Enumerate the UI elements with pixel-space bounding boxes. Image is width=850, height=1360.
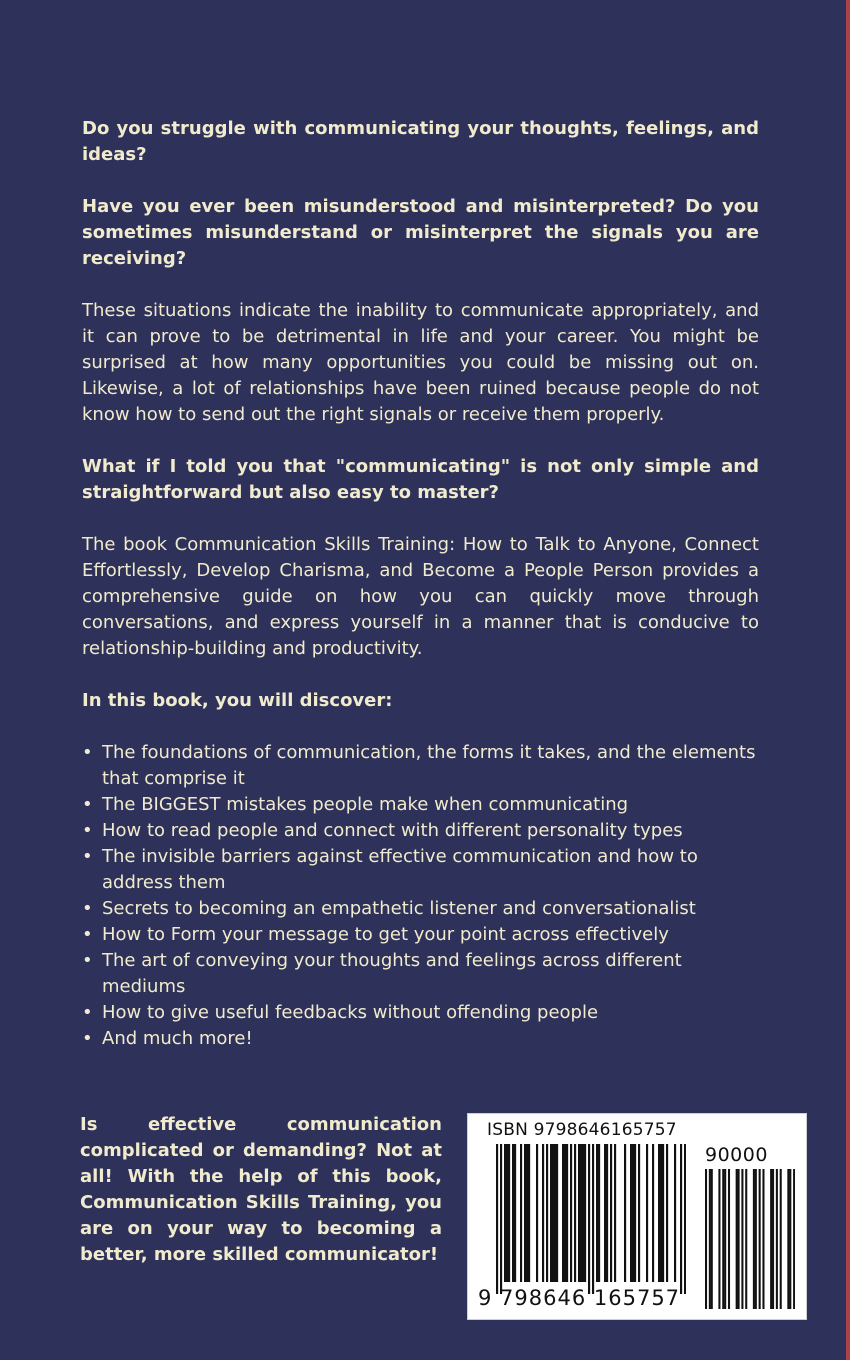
price-barcode-bar [787,1169,789,1309]
price-barcode-bar [711,1169,713,1309]
price-barcode-bar [772,1169,774,1309]
isbn-label: ISBN 9798646165757 [487,1120,677,1140]
barcode-bar [584,1144,586,1282]
barcode-bar [604,1144,606,1282]
barcode-bar [666,1144,668,1282]
barcode-bar [504,1144,506,1282]
list-item [82,792,759,818]
price-barcode-bar [780,1169,782,1309]
bullet-icon: • [82,1028,93,1049]
price-barcode-bar [755,1169,757,1309]
price-barcode-bar [709,1169,711,1309]
barcode-bar [524,1144,526,1282]
intro-question-1: Do you struggle with communicating your thoughts, feelings, and ideas? [82,118,759,165]
list-item [82,844,759,896]
price-barcode-bar [762,1169,764,1309]
list-item-text: How to give useful feedbacks without offending people [102,1002,599,1023]
list-item [82,896,759,922]
book-description-paragraph: The book Communication Skills Training: How to Talk to Anyone, Connect Effortlessly, Develop Charisma, and Become a People Person provides a comprehensive guide on how you can quickly move through conversations, and express yourself in a manner that is conducive to relationship-building and productivity. [82,534,759,659]
barcode-bar [596,1144,598,1282]
list-item-text: The invisible barriers against effective communication and how to address them [102,846,698,893]
bullet-icon: • [82,898,93,919]
barcode-bar [658,1144,660,1282]
barcode-bar [570,1144,572,1282]
intro-question-2: Have you ever been misunderstood and misinterpreted? Do you sometimes misunderstand or misinterpret the signals you are receiving? [82,196,759,269]
communicating-question: What if I told you that "communicating" is not only simple and straightforward but also easy to master? [82,456,759,503]
barcode-bar [508,1144,510,1282]
back-cover-text [82,116,759,1052]
barcode-bar [582,1144,584,1282]
barcode-bar [660,1144,662,1282]
barcode-bar [662,1144,664,1282]
barcode-bar [542,1144,544,1282]
barcode-bar [588,1144,590,1294]
barcode-bar [550,1144,552,1282]
price-barcode-bars-icon [705,1169,795,1309]
barcode-bar [646,1144,648,1282]
bullet-icon: • [82,950,93,971]
list-item-text: And much more! [102,1028,253,1049]
bullet-icon: • [82,820,93,841]
list-item [82,740,759,792]
barcode-bar [598,1144,600,1282]
situations-paragraph: These situations indicate the inability to communicate appropriately, and it can prove to be detrimental in life and your career. You might be surprised at how many opportunities you could be missing out on. Likewise, a lot of relationships have been ruined because people do not know how to send out the right signals or receive them properly. [82,300,759,425]
list-item-text: How to Form your message to get your point across effectively [102,924,669,945]
barcode-bar [630,1144,632,1282]
price-barcode-bar [745,1169,747,1309]
barcode-bar [610,1144,612,1282]
barcode-bar [546,1144,548,1282]
list-item [82,922,759,948]
list-item [82,818,759,844]
price-barcode-bar [705,1169,707,1309]
price-barcode-bar [759,1169,761,1309]
list-item-text: Secrets to becoming an empathetic listener and conversationalist [102,898,696,919]
cover-edge-stripe [846,0,850,1360]
barcode-bar [528,1144,530,1282]
barcode-bar [574,1144,576,1282]
barcode-bar [554,1144,556,1282]
barcode-bar [632,1144,634,1282]
list-item-text: The BIGGEST mistakes people make when communicating [102,794,629,815]
price-barcode-bar [728,1169,730,1309]
price-barcode-bar [738,1169,740,1309]
list-item-text: The foundations of communication, the forms it takes, and the elements that comprise it [102,742,756,789]
barcode-bar [614,1144,616,1282]
price-barcode-bar [793,1169,795,1309]
barcode-bar [592,1144,594,1294]
barcode-bar [564,1144,566,1282]
bullet-icon: • [82,742,93,763]
price-barcode-bar [736,1169,738,1309]
barcode-bar [536,1144,538,1282]
bullet-icon: • [82,1002,93,1023]
price-barcode-bar [776,1169,778,1309]
barcode-bar [606,1144,608,1282]
list-item [82,948,759,1000]
barcode-bar [578,1144,580,1282]
barcode-bar [580,1144,582,1282]
barcode-bar [634,1144,636,1282]
barcode-bar [552,1144,554,1282]
price-barcode-bar [718,1169,720,1309]
barcode-bars-icon [496,1144,686,1294]
price-barcode-bar [770,1169,772,1309]
isbn-barcode [467,1113,807,1320]
barcode-bar [514,1144,516,1282]
price-barcode-bar [741,1169,743,1309]
price-barcode-bar [753,1169,755,1309]
price-barcode-bar [724,1169,726,1309]
barcode-bar [652,1144,654,1282]
price-barcode-bar [722,1169,724,1309]
price-code: 90000 [705,1144,768,1166]
bullet-icon: • [82,924,93,945]
discover-heading: In this book, you will discover: [82,690,393,711]
barcode-bar [566,1144,568,1282]
list-item [82,1000,759,1026]
barcode-bar [556,1144,558,1282]
barcode-bar [526,1144,528,1282]
list-item [82,1026,759,1052]
barcode-bar [674,1144,676,1282]
barcode-bar [496,1144,498,1294]
barcode-digits: 9 798646 165757 [478,1286,681,1310]
barcode-bar [562,1144,564,1282]
price-barcode-bar [789,1169,791,1309]
barcode-bar [520,1144,522,1282]
barcode-bar [638,1144,640,1282]
closing-paragraph: Is effective communication complicated or demanding? Not at all! With the help of this book, Communication Skills Training, you are on your way to becoming a better, more skilled communicator! [80,1114,442,1265]
list-item-text: The art of conveying your thoughts and feelings across different mediums [102,950,682,997]
barcode-bar [500,1144,502,1294]
barcode-bar [624,1144,626,1282]
barcode-bar [684,1144,686,1294]
barcode-bar [680,1144,682,1294]
barcode-bar [512,1144,514,1282]
bullet-icon: • [82,794,93,815]
bullet-icon: • [82,846,93,867]
discover-list [82,740,759,1052]
barcode-bar [506,1144,508,1282]
list-item-text: How to read people and connect with different personality types [102,820,683,841]
